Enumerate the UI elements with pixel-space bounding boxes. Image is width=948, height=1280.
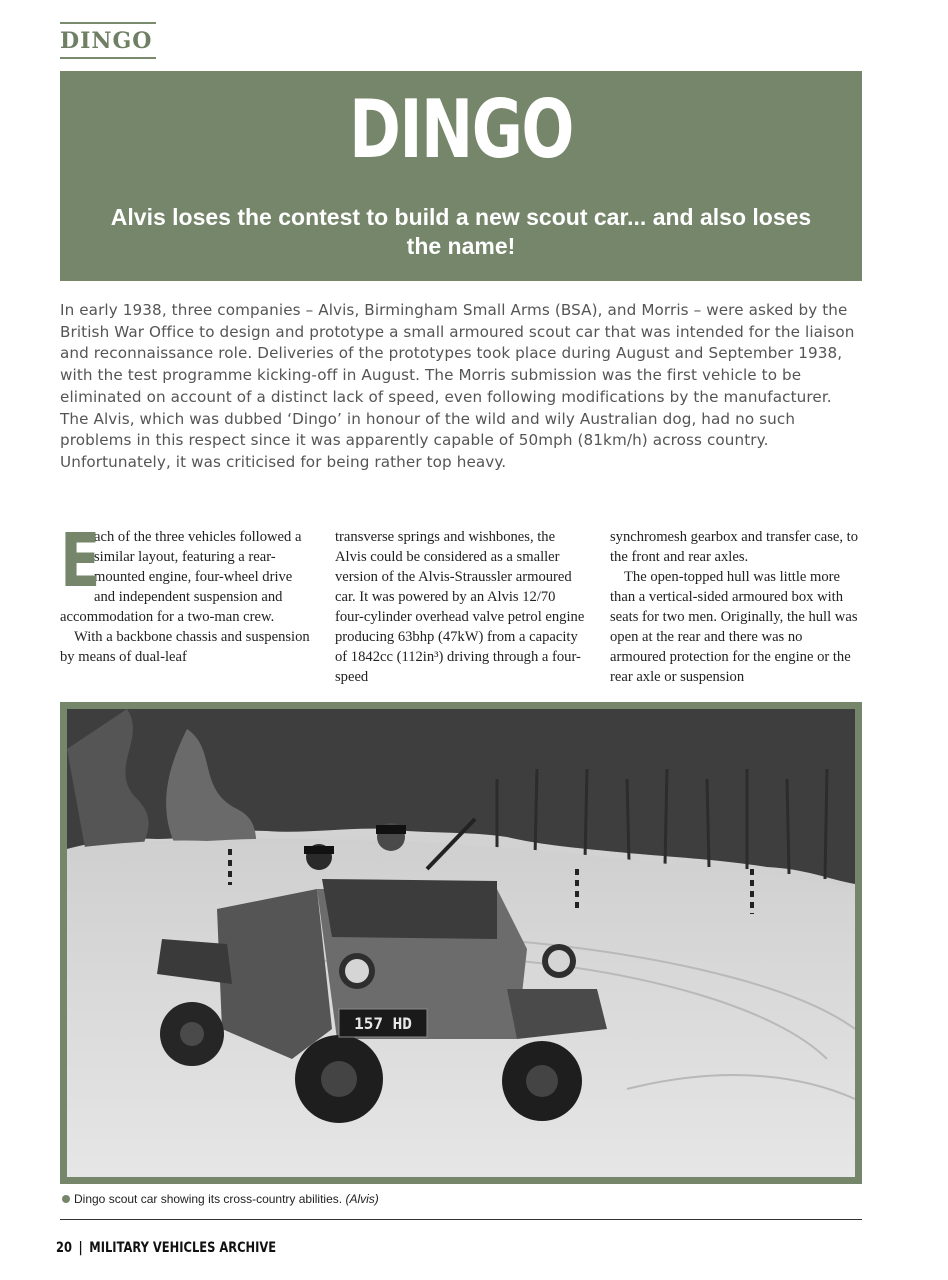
body-columns: [60, 527, 862, 691]
paragraph: transverse springs and wishbones, the Alvis could be considered as a smaller version of the Alvis-Straussler armoured car. It was powered by an Alvis 12/70 four-cylinder overhead valve petrol engine producing 63bhp (47kW) from a capacity of 1842cc (112in³) driving through a four-speed: [335, 529, 585, 685]
footer-divider: [60, 1219, 862, 1220]
article-subtitle: Alvis loses the contest to build a new scout car... and also loses the name!: [110, 204, 812, 259]
crew-cap: [304, 846, 334, 854]
crew-cap: [376, 825, 406, 834]
number-plate-text: 157 HD: [354, 1014, 412, 1033]
paragraph: [60, 527, 312, 627]
photo-frame: [60, 702, 862, 1184]
bullet-icon: [62, 1195, 70, 1203]
scout-car-photo: [67, 709, 855, 1177]
column-1: [60, 527, 312, 691]
paragraph: synchromesh gearbox and transfer case, to the front and rear axles.: [610, 529, 859, 565]
paragraph: With a backbone chassis and suspension by means of dual-leaf: [60, 629, 310, 665]
photo-caption: [62, 1192, 860, 1206]
drop-cap: E: [60, 527, 101, 604]
caption-text: Dingo scout car showing its cross-country abilities.: [74, 1192, 343, 1206]
publication-name: MILITARY VEHICLES ARCHIVE: [89, 1240, 277, 1256]
column-3: [610, 527, 862, 691]
page-number: 20: [56, 1240, 72, 1256]
wheel-hub: [321, 1061, 357, 1097]
footer-separator: |: [78, 1240, 83, 1256]
headlamp: [548, 950, 570, 972]
intro-paragraph: In early 1938, three companies – Alvis, Birmingham Small Arms (BSA), and Morris – were asked by the British War Office to design and prototype a small armoured scout car that was intended for the liaison and reconnaissance role. Deliveries of the prototypes took place during August and September 1938, with the test programme kicking-off in August. The Morris submission was the first vehicle to be eliminated on account of a distinct lack of speed, even following modifications by the manufacturer. The Alvis, which was dubbed ‘Dingo’ in honour of the wild and wily Australian dog, had no such problems in this respect since it was apparently capable of 50mph (81km/h) across country. Unfortunately, it was criticised for being rather top heavy.: [60, 301, 855, 471]
section-tag: DINGO: [60, 22, 156, 59]
wheel-hub: [180, 1022, 204, 1046]
wheel-hub: [526, 1065, 558, 1097]
column-2: [335, 527, 587, 691]
caption-credit: (Alvis): [345, 1192, 379, 1206]
paragraph: The open-topped hull was little more than a vertical-sided armoured box with seats for two men. Originally, the hull was open at the rear and there was no armoured protection for the engine or the rear axle or suspension: [610, 569, 858, 685]
page-footer: [56, 1240, 276, 1256]
paragraph-text: ach of the three vehicles followed a similar layout, featuring a rear-mounted engine, four-wheel drive and independent suspension and accommodation for a two-man crew.: [60, 529, 302, 625]
title-banner: [60, 71, 862, 281]
car-hull-side: [217, 889, 332, 1059]
car-open-top: [322, 879, 497, 939]
headlamp: [345, 959, 369, 983]
article-title: DINGO: [349, 83, 573, 176]
